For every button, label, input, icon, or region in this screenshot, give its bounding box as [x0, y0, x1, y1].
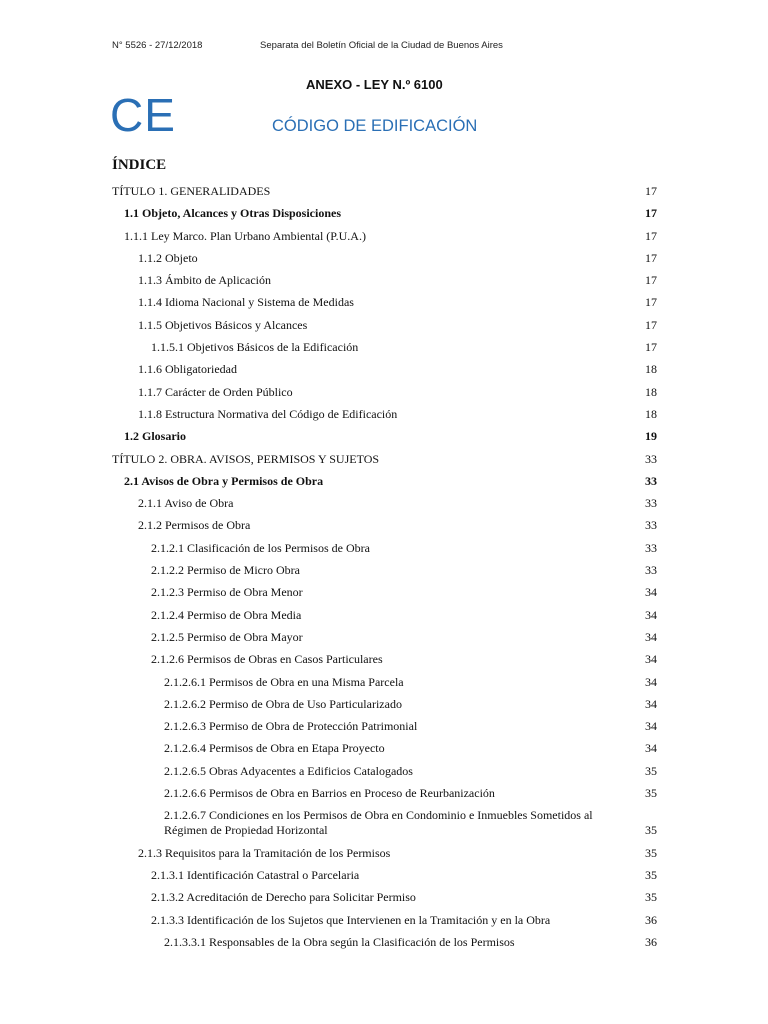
toc-entry[interactable]: [112, 652, 657, 667]
ce-logo: CE: [110, 89, 176, 141]
toc-entry-page: 33: [645, 518, 657, 533]
toc-entry[interactable]: [112, 585, 657, 600]
toc-entry-label: TÍTULO 2. OBRA. AVISOS, PERMISOS Y SUJETOS: [112, 451, 380, 466]
toc-entry-label: 1.1.5.1 Objetivos Básicos de la Edificación: [151, 340, 359, 355]
toc-entry-label: 1.1.7 Carácter de Orden Público: [138, 384, 293, 399]
toc-entry-page: 36: [645, 934, 657, 949]
toc-entry-page: 17: [645, 184, 657, 198]
index-title: ÍNDICE: [112, 157, 167, 173]
toc-entry-label: 2.1.2.6.1 Permisos de Obra en una Misma Parcela: [164, 674, 404, 689]
toc-entry-page: 33: [645, 540, 657, 555]
toc-entry-page: 17: [645, 206, 657, 221]
toc-entry-label: 2.1.2.6.4 Permisos de Obra en Etapa Proyecto: [164, 741, 385, 756]
toc-entry[interactable]: [112, 295, 657, 310]
toc-entry-label: 2.1.2.5 Permiso de Obra Mayor: [151, 629, 303, 644]
toc-entry-label: 1.1.2 Objeto: [138, 250, 198, 265]
toc-entry[interactable]: [112, 846, 657, 861]
toc-entry-label: 2.1.2.6.2 Permiso de Obra de Uso Particularizado: [164, 696, 402, 711]
table-of-contents: [112, 184, 657, 957]
toc-entry-label: 1.1.3 Ámbito de Aplicación: [138, 273, 271, 288]
toc-entry[interactable]: [112, 184, 657, 199]
toc-entry[interactable]: [112, 340, 657, 355]
toc-entry-page: 34: [645, 719, 657, 734]
toc-entry-page: 34: [645, 674, 657, 689]
toc-entry[interactable]: [112, 563, 657, 578]
toc-entry[interactable]: [112, 675, 657, 690]
toc-entry-page: 17: [645, 273, 657, 288]
toc-entry-page: 18: [645, 406, 657, 421]
toc-entry-page: 34: [645, 696, 657, 711]
toc-entry-page: 34: [645, 629, 657, 644]
toc-entry[interactable]: [112, 385, 657, 400]
toc-entry-page: 35: [645, 867, 657, 882]
toc-entry-page: 35: [645, 845, 657, 860]
toc-entry-label: 1.1.8 Estructura Normativa del Código de Edificación: [138, 406, 398, 421]
toc-entry[interactable]: [112, 697, 657, 712]
toc-entry-label: 2.1.2.3 Permiso de Obra Menor: [151, 585, 303, 600]
toc-entry-label: 2.1.2.1 Clasificación de los Permisos de Obra: [151, 540, 370, 555]
toc-entry[interactable]: [112, 206, 657, 221]
toc-entry[interactable]: [112, 741, 657, 756]
toc-entry-page: 35: [645, 890, 657, 905]
toc-entry[interactable]: [112, 474, 657, 489]
publication-name: Separata del Boletín Oficial de la Ciudad de Buenos Aires: [260, 40, 503, 51]
toc-entry-page: 33: [645, 451, 657, 466]
toc-entry-page: 34: [645, 585, 657, 600]
toc-entry[interactable]: [112, 407, 657, 422]
toc-entry-page: 33: [645, 473, 657, 488]
toc-entry-page: 18: [645, 384, 657, 399]
toc-entry[interactable]: [112, 273, 657, 288]
toc-entry[interactable]: [112, 868, 657, 883]
toc-entry-label: 2.1.2 Permisos de Obra: [138, 518, 251, 533]
toc-entry-page: 33: [645, 496, 657, 511]
toc-entry-page: 17: [645, 317, 657, 332]
toc-entry-label: 2.1.2.6.6 Permisos de Obra en Barrios en Proceso de Reurbanización: [164, 786, 495, 801]
toc-entry-label: 2.1.1 Aviso de Obra: [138, 496, 234, 511]
toc-entry-label: 2.1.3 Requisitos para la Tramitación de los Permisos: [138, 845, 391, 860]
toc-entry[interactable]: [112, 251, 657, 266]
toc-entry-label: 2.1.2.6 Permisos de Obras en Casos Particulares: [151, 652, 383, 667]
toc-entry[interactable]: [112, 452, 657, 467]
toc-entry-page: 17: [645, 250, 657, 265]
toc-entry[interactable]: [112, 429, 657, 444]
toc-entry[interactable]: [112, 608, 657, 623]
toc-entry[interactable]: [112, 362, 657, 377]
issue-number: N° 5526 - 27/12/2018: [112, 40, 203, 51]
toc-entry-page: 18: [645, 362, 657, 377]
code-title: CÓDIGO DE EDIFICACIÓN: [272, 117, 478, 135]
toc-entry-label: 1.1.1 Ley Marco. Plan Urbano Ambiental (P.U.A.): [124, 228, 366, 243]
toc-entry-page: 35: [645, 786, 657, 801]
toc-entry-page: 33: [645, 563, 657, 578]
toc-entry-page: 35: [645, 823, 657, 838]
toc-entry[interactable]: [112, 890, 657, 905]
toc-entry-page: 17: [645, 295, 657, 310]
toc-entry-label: 2.1.2.2 Permiso de Micro Obra: [151, 563, 300, 578]
toc-entry-label: 2.1.3.3.1 Responsables de la Obra según la Clasificación de los Permisos: [164, 934, 515, 949]
toc-entry-page: 34: [645, 607, 657, 622]
toc-entry-label: 2.1.3.2 Acreditación de Derecho para Solicitar Permiso: [151, 890, 416, 905]
toc-entry[interactable]: [112, 786, 657, 801]
toc-entry-label: 1.1.5 Objetivos Básicos y Alcances: [138, 317, 308, 332]
toc-entry-label: 2.1.2.6.7 Condiciones en los Permisos de Obra en Condominio e Inmuebles Sometidos al Régimen de Propiedad Horizontal: [164, 808, 593, 838]
toc-entry-label: 2.1 Avisos de Obra y Permisos de Obra: [124, 473, 324, 488]
toc-entry-page: 35: [645, 763, 657, 778]
toc-entry[interactable]: [112, 318, 657, 333]
toc-entry[interactable]: [112, 935, 657, 950]
toc-entry-page: 34: [645, 741, 657, 756]
toc-entry[interactable]: [112, 229, 657, 244]
toc-entry[interactable]: [112, 719, 657, 734]
toc-entry-label: 2.1.2.6.3 Permiso de Obra de Protección Patrimonial: [164, 719, 418, 734]
toc-entry-page: 19: [645, 429, 657, 444]
toc-entry[interactable]: [112, 630, 657, 645]
toc-entry[interactable]: [112, 913, 657, 928]
toc-entry-page: 34: [645, 652, 657, 667]
toc-entry[interactable]: [112, 764, 657, 779]
toc-entry-label: 2.1.2.6.5 Obras Adyacentes a Edificios Catalogados: [164, 763, 413, 778]
toc-entry-page: 17: [645, 228, 657, 243]
toc-entry-label: 2.1.3.3 Identificación de los Sujetos que Intervienen en la Tramitación y en la Obra: [151, 912, 551, 927]
toc-entry-label: 1.1 Objeto, Alcances y Otras Disposiciones: [124, 206, 341, 221]
toc-entry[interactable]: [112, 808, 657, 838]
toc-entry-label: 1.1.6 Obligatoriedad: [138, 362, 237, 377]
toc-entry-label: 1.2 Glosario: [124, 429, 186, 444]
toc-entry-page: 36: [645, 912, 657, 927]
annex-title: ANEXO - LEY N.º 6100: [306, 77, 443, 92]
toc-entry-label: 2.1.3.1 Identificación Catastral o Parcelaria: [151, 867, 360, 882]
toc-entry[interactable]: [112, 496, 657, 511]
toc-entry-label: 1.1.4 Idioma Nacional y Sistema de Medidas: [138, 295, 354, 310]
toc-entry[interactable]: [112, 541, 657, 556]
toc-entry-label: 2.1.2.4 Permiso de Obra Media: [151, 607, 302, 622]
toc-entry[interactable]: [112, 518, 657, 533]
toc-entry-label: TÍTULO 1. GENERALIDADES: [112, 184, 271, 198]
toc-entry-page: 17: [645, 340, 657, 355]
